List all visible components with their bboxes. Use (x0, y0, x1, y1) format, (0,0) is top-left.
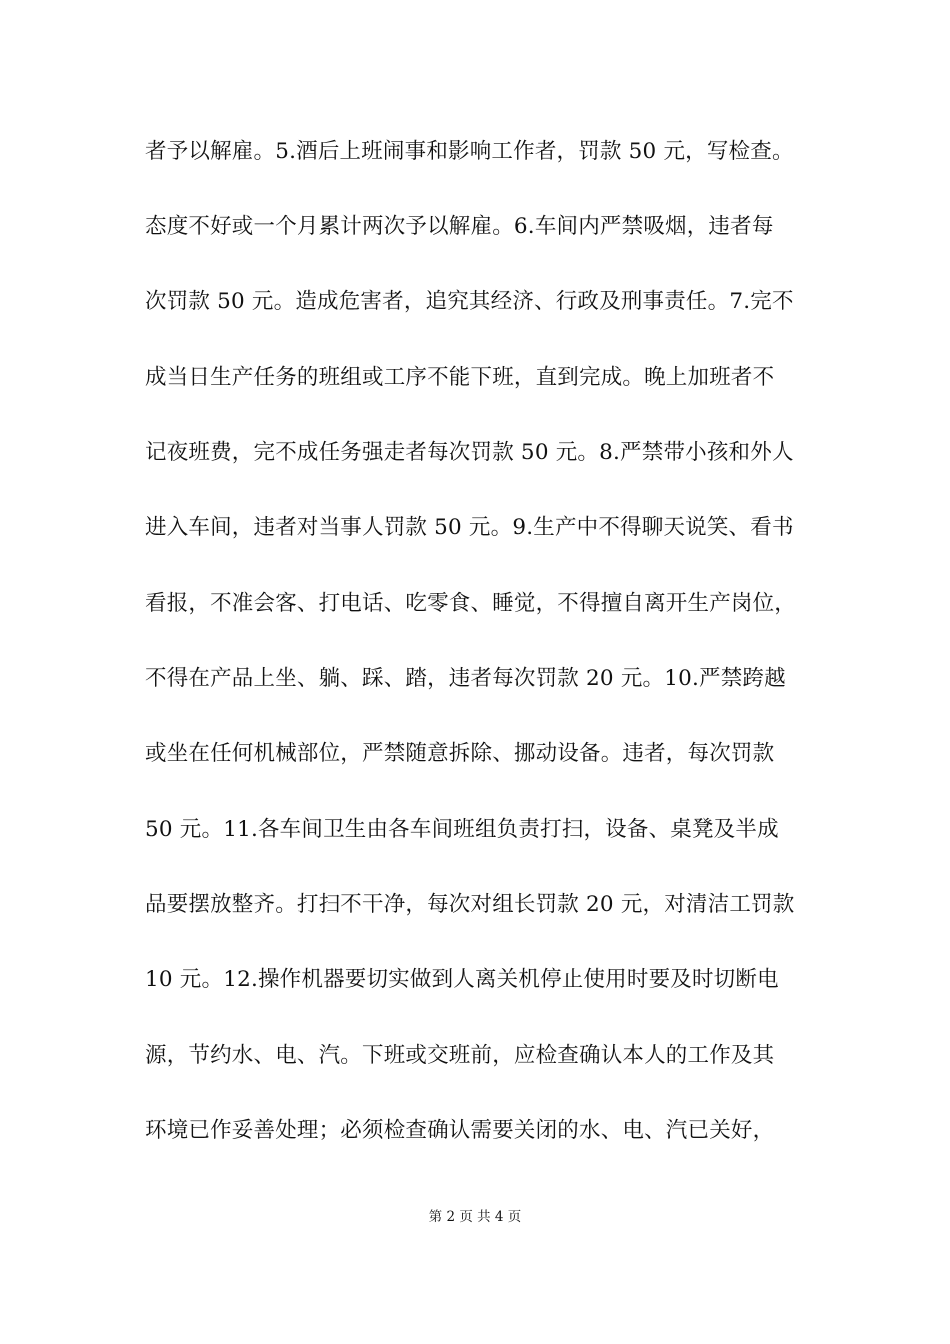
body-text-line: 源，节约水、电、汽。下班或交班前，应检查确认本人的工作及其 (145, 1043, 775, 1068)
body-text-line: 成当日生产任务的班组或工序不能下班，直到完成。晚上加班者不 (145, 365, 775, 390)
body-text-line: 环境已作妥善处理；必须检查确认需要关闭的水、电、汽已关好， (145, 1118, 775, 1143)
body-text-line: 10 元。12.操作机器要切实做到人离关机停止使用时要及时切断电 (145, 967, 779, 992)
body-text-line: 50 元。11.各车间卫生由各车间班组负责打扫，设备、桌凳及半成 (145, 817, 779, 842)
body-text-line: 进入车间，违者对当事人罚款 50 元。9.生产中不得聊天说笑、看书 (145, 515, 794, 540)
body-text-line: 次罚款 50 元。造成危害者，追究其经济、行政及刑事责任。7.完不 (145, 289, 794, 314)
body-text-line: 记夜班费，完不成任务强走者每次罚款 50 元。8.严禁带小孩和外人 (145, 440, 794, 465)
body-text-line: 态度不好或一个月累计两次予以解雇。6.车间内严禁吸烟，违者每 (145, 214, 774, 239)
body-text-line: 或坐在任何机械部位，严禁随意拆除、挪动设备。违者，每次罚款 (145, 741, 775, 766)
body-text-line: 不得在产品上坐、躺、踩、踏，违者每次罚款 20 元。10.严禁跨越 (145, 666, 786, 691)
body-text-line: 者予以解雇。5.酒后上班闹事和影响工作者，罚款 50 元，写检查。 (145, 139, 794, 164)
page-number-footer: 第 2 页 共 4 页 (428, 1209, 522, 1225)
body-text-line: 品要摆放整齐。打扫不干净，每次对组长罚款 20 元，对清洁工罚款 (145, 892, 795, 917)
body-text-line: 看报，不准会客、打电话、吃零食、睡觉，不得擅自离开生产岗位， (145, 591, 797, 616)
